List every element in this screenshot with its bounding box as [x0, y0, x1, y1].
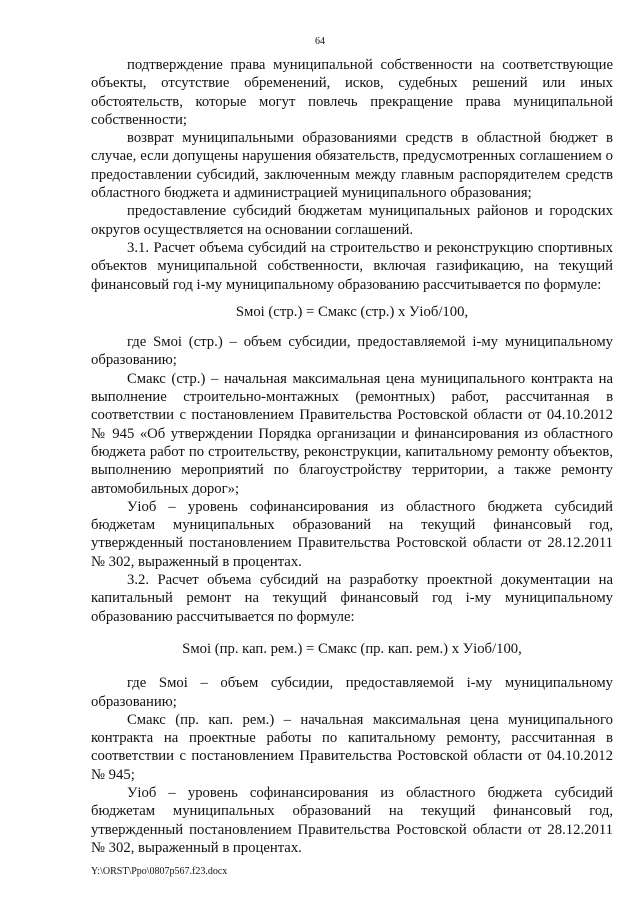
paragraph: Уioб – уровень софинансирования из областного бюджета субсидий бюджетам муниципальных образований на текущий финансовый год, утвержденный постановлением Правительства Ростовской области от 28.12.2011 № 302, выраженный в процентах.: [91, 498, 613, 570]
document-body: [91, 56, 613, 857]
formula-construction: Sмоi (стр.) = Смакс (стр.) x Уioб/100,: [235, 303, 469, 320]
page-number: 64: [315, 36, 325, 47]
paragraph: возврат муниципальными образованиями средств в областной бюджет в случае, если допущены нарушения обязательств, предусмотренных соглашением о предоставлении субсидий, заключенным между главным распорядителем средств областного бюджета и администрацией муниципального образования;: [91, 130, 613, 202]
paragraph: где Sмоi (стр.) – объем субсидии, предоставляемой i-му муниципальному образованию;: [91, 334, 613, 369]
paragraph: предоставление субсидий бюджетам муниципальных районов и городских округов осуществляется на основании соглашений.: [91, 203, 613, 238]
paragraph: где Sмоi – объем субсидии, предоставляемой i-му муниципальному образованию;: [91, 675, 613, 710]
section-3-1-paragraph: 3.1. Расчет объема субсидий на строительство и реконструкцию спортивных объектов муниципальной собственности, включая газификацию, на текущий финансовый год i-му муниципальному образованию рассчитывается по формуле:: [91, 239, 613, 293]
paragraph: Смакс (пр. кап. рем.) – начальная максимальная цена муниципального контракта на проектные работы по капитальному ремонту, рассчитанная в соответствии с постановлением Правительства Ростовской области от 04.10.2012 № 945;: [91, 711, 613, 783]
paragraph: Уioб – уровень софинансирования из областного бюджета субсидий бюджетам муниципальных образований на текущий финансовый год, утвержденный постановлением Правительства Ростовской области от 28.12.2011 № 302, выраженный в процентах.: [91, 784, 613, 856]
section-3-2-paragraph: 3.2. Расчет объема субсидий на разработку проектной документации на капитальный ремонт на текущий финансовый год i-му муниципальному образованию рассчитывается по формуле:: [91, 572, 613, 625]
file-path-footer: Y:\ORST\Ppo\0807p567.f23.docx: [91, 866, 228, 877]
paragraph: подтверждение права муниципальной собственности на соответствующие объекты, отсутствие обременений, исков, судебных решений или иных обстоятельств, которые могут повлечь прекращение права муниципальной собственности;: [91, 57, 613, 128]
formula-design-repair: Sмоi (пр. кап. рем.) = Смакс (пр. кап. рем.) x Уioб/100,: [182, 640, 522, 657]
paragraph: Смакс (стр.) – начальная максимальная цена муниципального контракта на выполнение строительно-монтажных (ремонтных) работ, рассчитанная в соответствии с постановлением Правительства Ростовской области от 04.10.2012 № 945 «Об утверждении Порядка организации и финансирования из областного бюджета работ по строительству, реконструкции, капитальному ремонту объектов, выполнению мероприятий по благоустройству территории, а также ремонту автомобильных дорог»;: [91, 370, 613, 497]
